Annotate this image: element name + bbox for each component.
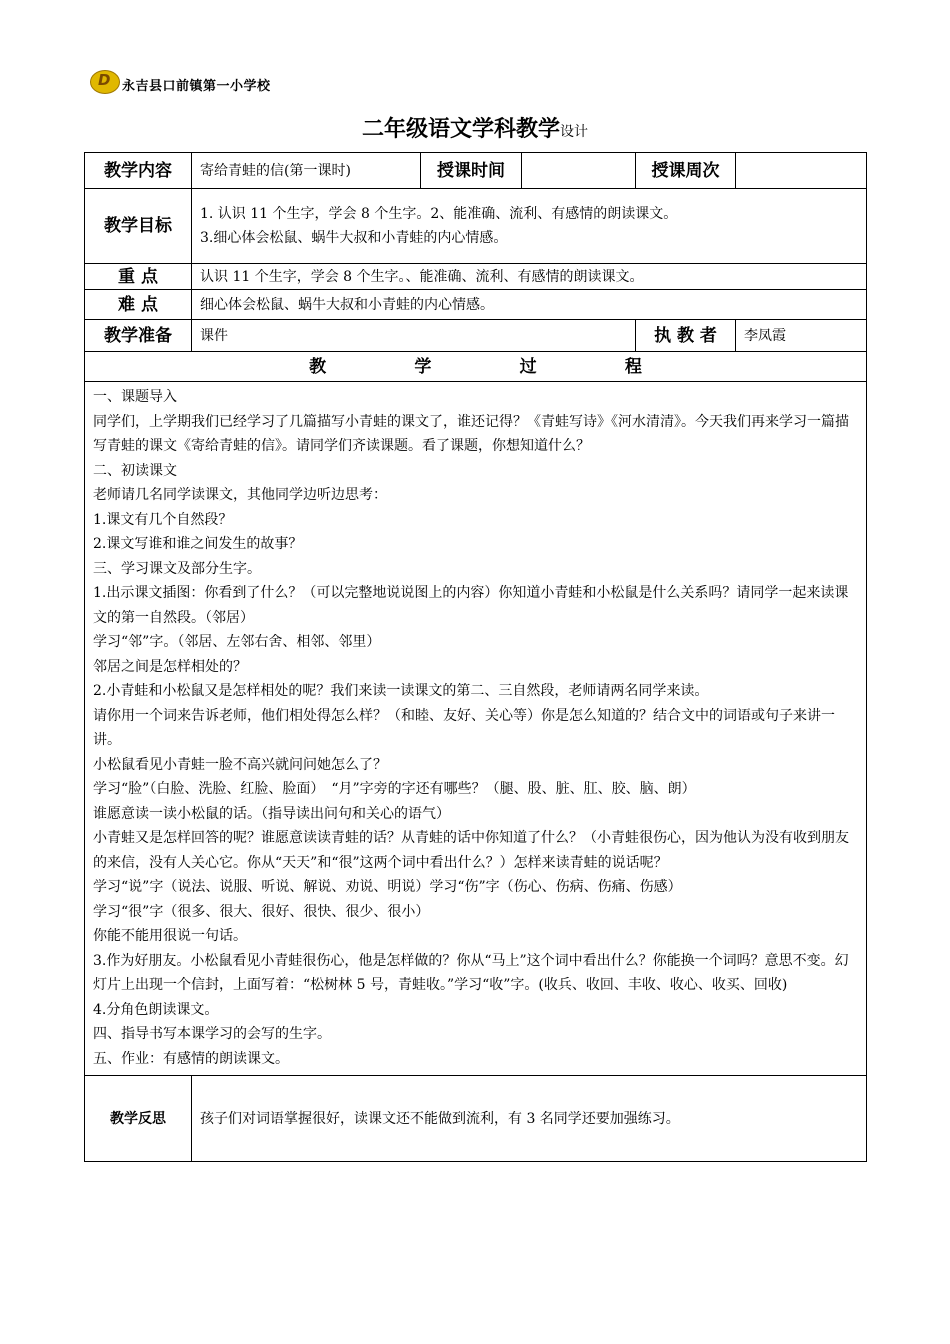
process-line: 邻居之间是怎样相处的？ [93, 658, 247, 675]
week-label: 授课周次 [636, 153, 736, 189]
goal-value [192, 189, 867, 264]
time-value [522, 153, 636, 189]
school-header [90, 67, 271, 94]
process-line: 学习“说”字（说法、说服、听说、解说、劝说、明说）学习“伤”字（伤心、伤病、伤痛、伤感） [93, 879, 682, 895]
process-body [85, 382, 867, 1076]
page-title-main: 二年级语文学科教学 [361, 117, 560, 142]
process-title-char: 教 [309, 356, 327, 377]
process-line: 一、课题导入 [93, 389, 177, 405]
process-line: 小青蛙又是怎样回答的呢？谁愿意读读青蛙的话？从青蛙的话中你知道了什么？（小青蛙很伤心，因为他认为没有收到朋友的来信，没有人关心它。你从“天天”和“很”这两个词中看出什么？）怎样来读青蛙的说话呢？ [93, 830, 849, 871]
process-line: 3.作为好朋友。小松鼠看见小青蛙很伤心，他是怎样做的？你从“马上”这个词中看出什么？你能换一个词吗？意思不变。幻灯片上出现一个信封，上面写着：“松树林 5 号，青蛙收。”学习“收”字。(收兵、收回、丰收、收心、收买、回收) [93, 952, 849, 993]
content-label: 教学内容 [85, 153, 192, 189]
teacher-value: 李凤霞 [736, 320, 867, 352]
process-line: 三、学习课文及部分生字。 [93, 560, 261, 577]
process-line: 请你用一个词来告诉老师，他们相处得怎么样？（和睦、友好、关心等）你是怎么知道的？结合文中的词语或句子来讲一讲。 [93, 707, 835, 748]
process-title-char: 过 [519, 356, 537, 377]
lesson-plan-table [84, 152, 867, 1162]
process-line: 2.课文写谁和谁之间发生的故事？ [93, 536, 303, 552]
prep-value: 课件 [192, 320, 636, 352]
difficulty-value: 细心体会松鼠、蜗牛大叔和小青蛙的内心情感。 [192, 290, 867, 320]
process-title [85, 352, 867, 382]
process-title-char: 程 [624, 356, 642, 377]
reflection-value: 孩子们对词语掌握很好，读课文还不能做到流利，有 3 名同学还要加强练习。 [192, 1076, 867, 1162]
process-line: 谁愿意读一读小松鼠的话。（指导读出问句和关心的语气） [93, 805, 450, 822]
school-logo-icon: D [90, 68, 120, 94]
key-value: 认识 11 个生字，学会 8 个生字。、能准确、流利、有感情的朗读课文。 [192, 264, 867, 290]
process-line: 四、指导书写本课学习的会写的生字。 [93, 1026, 331, 1042]
process-line: 1.出示课文插图：你看到了什么？（可以完整地说说图上的内容）你知道小青蛙和小松鼠是什么关系吗？请同学一起来读课文的第一自然段。（邻居） [93, 585, 849, 626]
content-value: 寄给青蛙的信(第一课时) [192, 153, 421, 189]
teacher-label: 执 教 者 [636, 320, 736, 352]
goal-line: 1. 认识 11 个生字，学会 8 个生字。2、能准确、流利、有感情的朗读课文。 [200, 206, 678, 222]
process-line: 学习“邻”字。（邻居、左邻右舍、相邻、邻里） [93, 634, 381, 650]
process-line: 二、初读课文 [93, 462, 177, 479]
process-line: 小松鼠看见小青蛙一脸不高兴就问问她怎么了？ [93, 756, 387, 773]
difficulty-label: 难 点 [85, 290, 192, 320]
process-line: 同学们，上学期我们已经学习了几篇描写小青蛙的课文了，谁还记得？《青蛙写诗》《河水清清》。今天我们再来学习一篇描写青蛙的课文《寄给青蛙的信》。请同学们齐读课题。看了课题，你想知道什么？ [93, 413, 849, 454]
goal-line: 3.细心体会松鼠、蜗牛大叔和小青蛙的内心情感。 [200, 230, 508, 246]
process-line: 学习“脸”（白脸、洗脸、红脸、脸面） “月”字旁的字还有哪些？（腿、股、脏、肛、胶、脑、朗） [93, 781, 696, 797]
process-line: 4.分角色朗读课文。 [93, 1001, 219, 1018]
page-title-suffix: 设计 [560, 124, 588, 140]
process-line: 1.课文有几个自然段？ [93, 511, 233, 528]
process-title-char: 学 [414, 356, 432, 377]
key-label: 重 点 [85, 264, 192, 290]
process-line: 五、作业：有感情的朗读课文。 [93, 1050, 289, 1067]
reflection-label: 教学反思 [85, 1076, 192, 1162]
school-name: 永吉县口前镇第一小学校 [122, 79, 271, 94]
page-title [0, 112, 950, 143]
process-line: 2.小青蛙和小松鼠又是怎样相处的呢？我们来读一读课文的第二、三自然段，老师请两名同学来读。 [93, 683, 709, 699]
goal-label: 教学目标 [85, 189, 192, 264]
time-label: 授课时间 [421, 153, 522, 189]
prep-label: 教学准备 [85, 320, 192, 352]
process-line: 你能不能用很说一句话。 [93, 928, 247, 944]
week-value [736, 153, 867, 189]
process-line: 老师请几名同学读课文，其他同学边听边思考： [93, 487, 387, 503]
process-line: 学习“很”字（很多、很大、很好、很快、很少、很小） [93, 903, 430, 920]
